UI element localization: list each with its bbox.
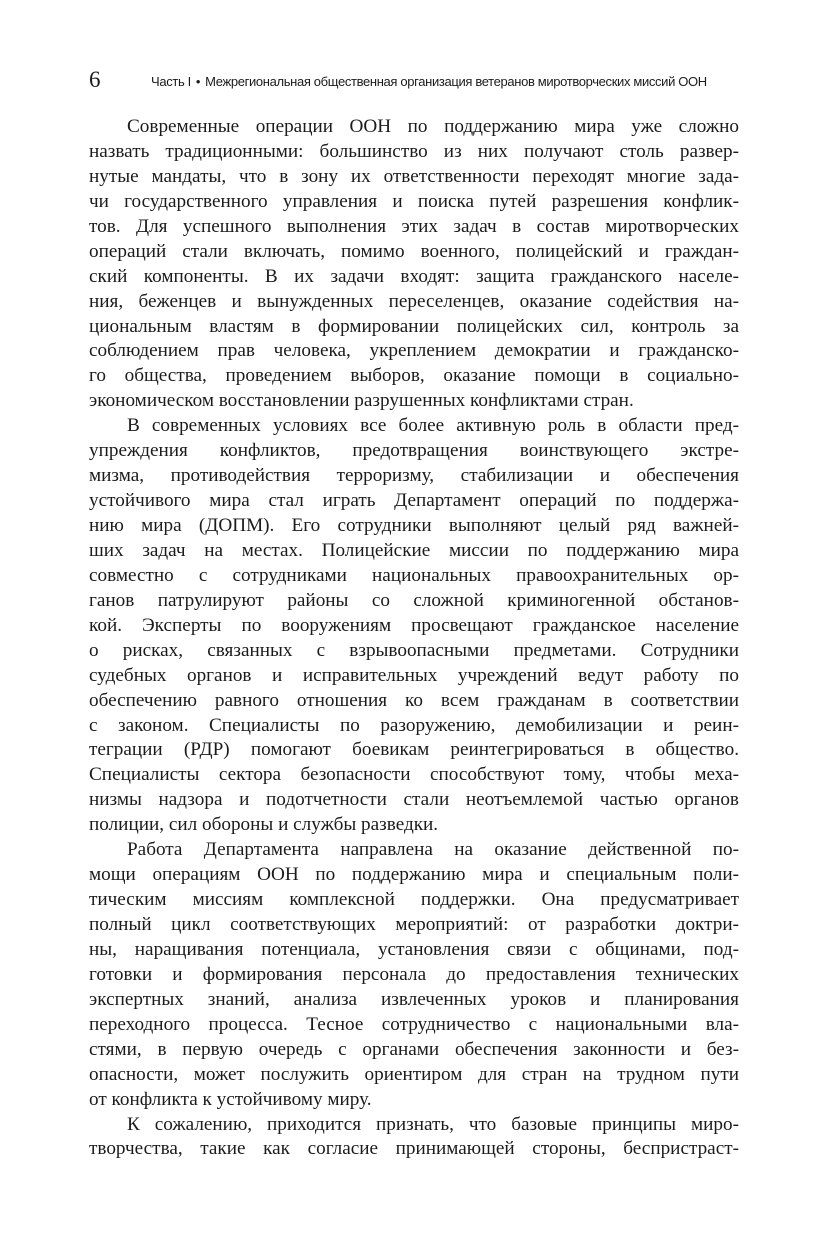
text-line: чи государственного управления и поиска путей разрешения конфлик- <box>89 190 739 212</box>
paragraph <box>89 115 739 414</box>
text-line: Специалисты сектора безопасности способствуют тому, чтобы меха- <box>89 764 739 786</box>
paragraph <box>89 414 739 838</box>
text-line: полиции, сил обороны и службы разведки. <box>89 814 439 836</box>
text-line: ганов патрулируют районы со сложной криминогенной обстанов- <box>89 589 739 611</box>
text-line: экспертных знаний, анализа извлеченных уроков и планирования <box>89 988 739 1010</box>
text-line: готовки и формирования персонала до предоставления технических <box>89 963 739 985</box>
text-line: теграции (РДР) помогают боевикам реинтегрироваться в общество. <box>89 739 739 761</box>
text-line: назвать традиционными: большинство из них получают столь развер- <box>89 140 739 162</box>
text-line: упреждения конфликтов, предотвращения воинствующего экстре- <box>89 440 739 462</box>
text-line: тов. Для успешного выполнения этих задач в состав миротворческих <box>89 215 739 237</box>
text-line: стями, в первую очередь с органами обеспечения законности и без- <box>89 1038 739 1060</box>
text-line: обеспечению равного отношения ко всем гражданам в соответствии <box>89 689 739 711</box>
paragraph <box>89 838 739 1112</box>
text-line: совместно с сотрудниками национальных правоохранительных ор- <box>89 564 739 586</box>
text-line: экономическом восстановлении разрушенных конфликтами стран. <box>89 390 634 412</box>
text-line: мизма, противодействия терроризму, стабилизации и обеспечения <box>89 465 739 487</box>
text-line: операций стали включать, помимо военного, полицейский и граждан- <box>89 240 739 262</box>
text-line: ния, беженцев и вынужденных переселенцев, оказание содействия на- <box>89 290 739 312</box>
running-head-separator: • <box>195 74 201 89</box>
text-line: тическим миссиям комплексной поддержки. Она предусматривает <box>89 889 739 911</box>
running-head-part: Часть I <box>151 74 191 89</box>
page-number: 6 <box>89 67 101 92</box>
text-line: Современные операции ООН по поддержанию мира уже сложно <box>127 116 739 137</box>
text-line: творчества, такие как согласие принимающей стороны, беспристраст- <box>89 1138 739 1160</box>
text-line: с законом. Специалисты по разоружению, демобилизации и реин- <box>89 714 739 736</box>
text-line: о рисках, связанных с взрывоопасными предметами. Сотрудники <box>89 639 739 661</box>
text-line: от конфликта к устойчивому миру. <box>89 1088 372 1110</box>
text-line: полный цикл соответствующих мероприятий: от разработки доктри- <box>89 914 739 935</box>
text-line: ский компоненты. В их задачи входят: защита гражданского населе- <box>89 265 739 287</box>
text-line: ны, наращивания потенциала, установления связи с общинами, под- <box>89 938 739 960</box>
text-line: Работа Департамента направлена на оказание действенной по- <box>127 839 739 861</box>
text-line: нию мира (ДОПМ). Его сотрудники выполняют целый ряд важней- <box>89 515 739 536</box>
body-text <box>89 115 739 1162</box>
text-line: ших задач на местах. Полицейские миссии по поддержанию мира <box>89 539 739 561</box>
text-line: нутые мандаты, что в зону их ответственности переходят многие зада- <box>89 165 739 187</box>
text-line: кой. Эксперты по вооружениям просвещают гражданское население <box>89 614 739 636</box>
text-line: мощи операциям ООН по поддержанию мира и специальным поли- <box>89 864 739 886</box>
text-line: циональным властям в формировании полицейских сил, контроль за <box>89 315 739 337</box>
text-line: В современных условиях все более активную роль в области пред- <box>127 415 739 437</box>
text-line: низмы надзора и подотчетности стали неотъемлемой частью органов <box>89 789 739 811</box>
running-head <box>151 73 739 91</box>
paragraph <box>89 1113 739 1163</box>
text-line: К сожалению, приходится признать, что базовые принципы миро- <box>127 1113 739 1135</box>
running-head-title: Межрегиональная общественная организация ветеранов миротворческих миссий ООН <box>205 74 707 89</box>
text-line: го общества, проведением выборов, оказание помощи в социально- <box>89 365 739 387</box>
text-line: устойчивого мира стал играть Департамент операций по поддержа- <box>89 490 739 512</box>
text-line: переходного процесса. Тесное сотрудничество с национальными вла- <box>89 1013 739 1035</box>
text-line: судебных органов и исправительных учреждений ведут работу по <box>89 664 739 686</box>
text-line: опасности, может послужить ориентиром для стран на трудном пути <box>89 1063 739 1085</box>
text-line: соблюдением прав человека, укреплением демократии и гражданско- <box>89 340 739 362</box>
